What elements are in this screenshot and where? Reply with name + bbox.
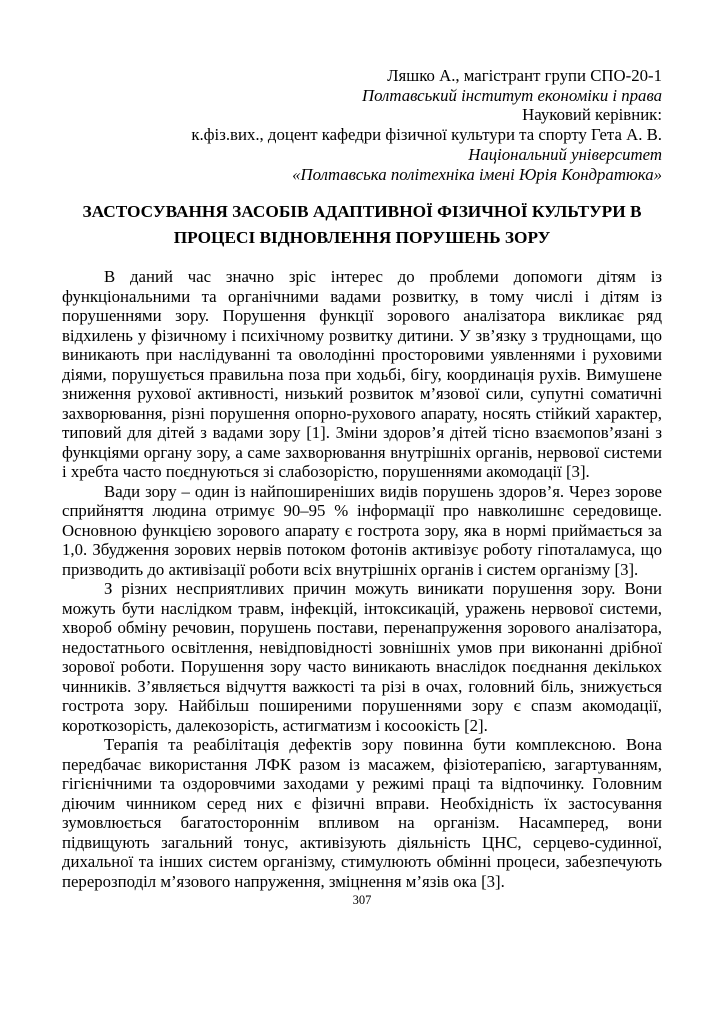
page-number: 307 xyxy=(352,893,372,908)
author-line: Ляшко А., магістрант групи СПО-20-1 xyxy=(387,66,662,85)
paragraph-4: Терапія та реабілітація дефектів зору повинна бути комплексною. Вона передбачає використання ЛФК разом із масажем, фізіотерапією, загартуванням, гігієнічними та оздоровчими заходами у режимі праці та відпочинку. Головним діючим чинником серед них є фізичні вправи. Необхідність їх застосування зумовлюється багатостороннім впливом на організм. Насамперед, вони підвищують загальний тонус, активізують діяльність ЦНС, серцево-судинної, дихальної та інших систем організму, стимулюють обмінні процеси, забезпечують перерозподіл м’язового напруження, зміцнення м’язів ока [3]. xyxy=(62,735,662,891)
paragraph-2: Вади зору – один із найпоширеніших видів порушень здоров’я. Через зорове сприйняття людина отримує 90–95 % інформації про навколишнє середовище. Основною функцією зорового апарату є гострота зору, яка в нормі приймається за 1,0. Збудження зорових нервів потоком фотонів активізує роботу гіпоталамуса, що призводить до активізації роботи всіх внутрішніх органів і систем організму [3]. xyxy=(62,481,662,579)
paper-body xyxy=(62,267,662,891)
paragraph-3: З різних несприятливих причин можуть виникати порушення зору. Вони можуть бути наслідком травм, інфекцій, інтоксикацій, уражень нервової системи, хвороб обміну речовин, порушень постави, перенапруження зорового аналізатора, недостатнього освітлення, невідповідності зовнішніх умов при виконанні дрібної зорової роботи. Порушення зору часто виникають внаслідок поєднання декількох чинників. З’являється відчуття важкості та різі в очах, головний біль, знижується гострота зору. Найбільш поширеними порушеннями зору є спазм акомодації, короткозорість, далекозорість, астигматизм і косоокість [2]. xyxy=(62,579,662,735)
university-name-line: «Полтавська політехніка імені Юрія Кондратюка» xyxy=(292,164,662,184)
advisor-label-line: Науковий керівник: xyxy=(522,105,662,125)
institution-line: Полтавський інститут економіки і права xyxy=(361,85,662,105)
university-line: Національний університет xyxy=(468,144,662,164)
paper-title: ЗАСТОСУВАННЯ ЗАСОБІВ АДАПТИВНОЇ ФІЗИЧНОЇ КУЛЬТУРИ В ПРОЦЕСІ ВІДНОВЛЕННЯ ПОРУШЕНЬ ЗОРУ xyxy=(82,202,642,247)
advisor-line: к.фіз.вих., доцент кафедри фізичної культури та спорту Гета А. В. xyxy=(191,125,662,145)
paragraph-1: В даний час значно зріс інтерес до проблеми допомоги дітям із функціональними та органічними вадами розвитку, в тому числі і дітям із порушеннями зору. Порушення функції зорового аналізатора викликає ряд відхилень у фізичному і психічному розвитку дитини. У зв’язку з труднощами, що виникають при наслідуванні та оволодінні просторовими уявленнями і руховими діями, порушується правильна поза при ходьбі, бігу, координація рухів. Вимушене зниження рухової активності, низький розвиток м’язової сили, супутні соматичні захворювання, різні порушення опорно-рухового апарату, носять стійкий характер, типовий для дітей з вадами зору [1]. Зміни здоров’я дітей тісно взаємопов’язані з функціями органу зору, а саме захворювання внутрішніх органів, нервової системи і хребта часто поєднуються зі слабозорістю, порушеннями акомодації [3]. xyxy=(62,267,662,482)
author-affiliation-block xyxy=(62,66,662,184)
